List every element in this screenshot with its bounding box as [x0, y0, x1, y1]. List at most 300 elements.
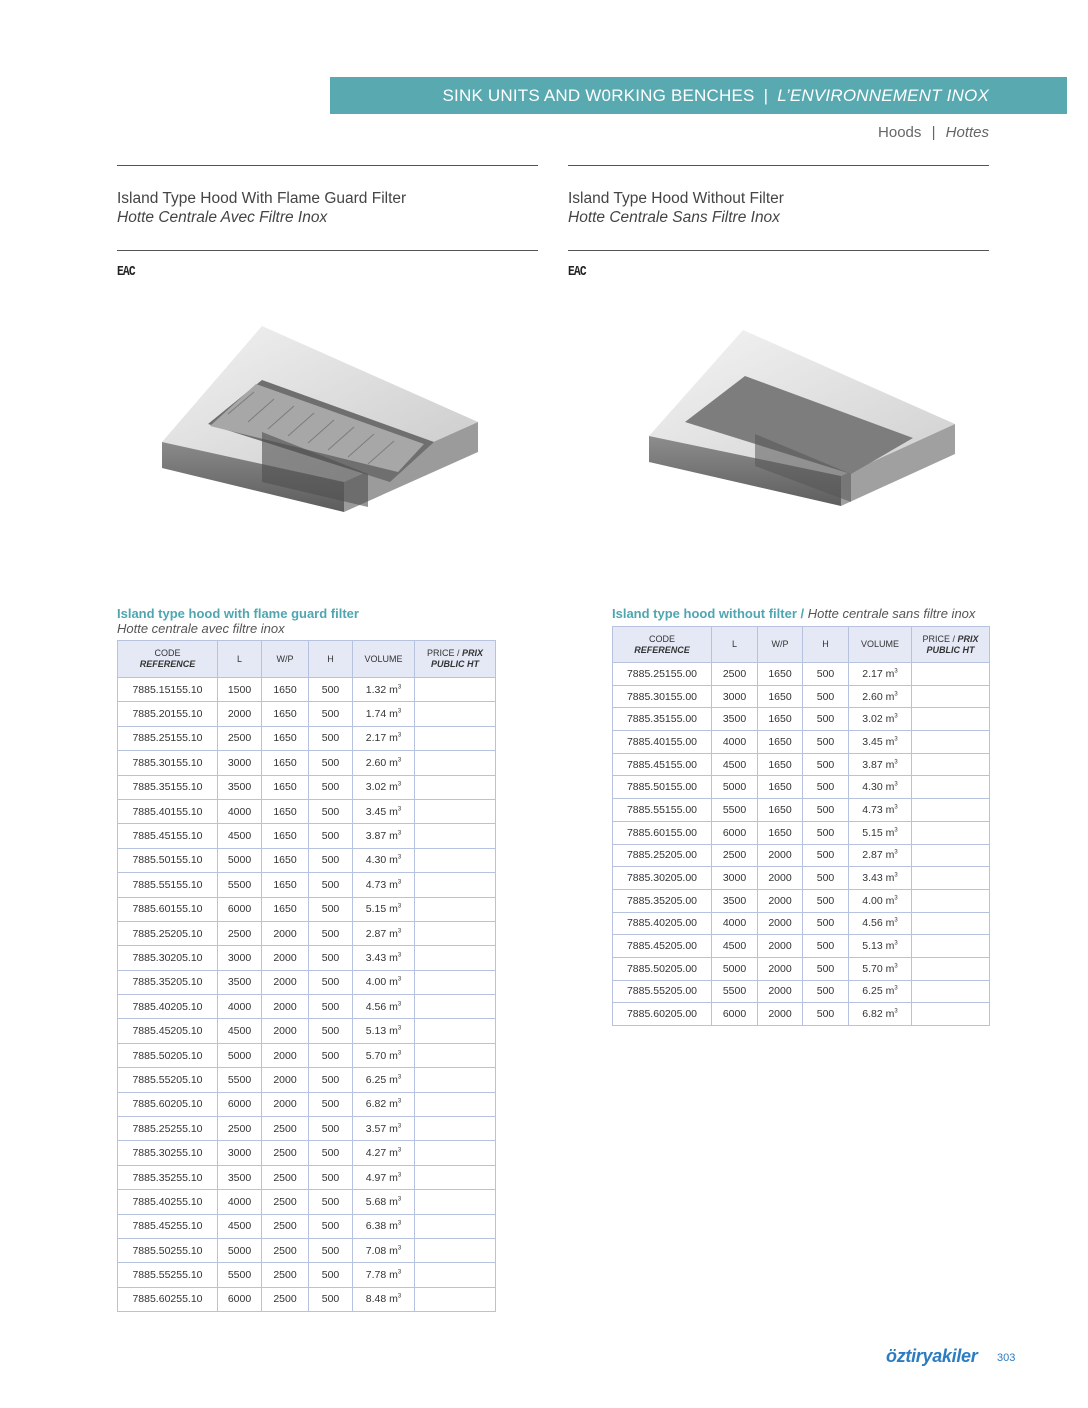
- cell-wp: 1650: [262, 873, 309, 897]
- volume-exponent: 3: [397, 1172, 402, 1178]
- hood-without-filter-image: [645, 326, 957, 510]
- col-wp: W/P: [262, 641, 309, 678]
- cell-code: 7885.30255.10: [118, 1141, 218, 1165]
- cell-wp: 1650: [758, 753, 803, 776]
- cell-wp: 2000: [758, 1003, 803, 1026]
- cell-code: 7885.55255.10: [118, 1263, 218, 1287]
- cell-wp: 2500: [262, 1117, 309, 1141]
- cell-code: 7885.50155.00: [613, 776, 712, 799]
- cell-l: 2500: [218, 921, 262, 945]
- table-row: [118, 1165, 496, 1189]
- cell-code: 7885.45205.10: [118, 1019, 218, 1043]
- cell-volume: [849, 753, 912, 776]
- col-h: H: [309, 641, 353, 678]
- cell-price: [415, 848, 496, 872]
- volume-unit: m: [885, 1008, 895, 1021]
- volume-value: 6.82: [365, 1098, 387, 1111]
- cell-price: [415, 1141, 496, 1165]
- cell-h: 500: [309, 1263, 353, 1287]
- cell-code: 7885.40255.10: [118, 1190, 218, 1214]
- divider: [117, 165, 538, 166]
- table-caption-right: [612, 606, 975, 621]
- cell-code: 7885.55205.00: [613, 980, 712, 1003]
- cell-price: [912, 663, 990, 686]
- cell-code: 7885.60255.10: [118, 1287, 218, 1311]
- cell-code: 7885.35155.00: [613, 708, 712, 731]
- col-reference-label: REFERENCE: [634, 644, 690, 655]
- cell-code: 7885.25255.10: [118, 1117, 218, 1141]
- cell-volume: [849, 935, 912, 958]
- cell-price: [415, 751, 496, 775]
- volume-value: 7.78: [365, 1269, 387, 1282]
- cell-l: 2500: [712, 663, 758, 686]
- volume-exponent: 3: [894, 781, 898, 788]
- cell-h: 500: [309, 702, 353, 726]
- volume-unit: m: [885, 849, 895, 862]
- cell-h: 500: [309, 751, 353, 775]
- col-volume: VOLUME: [849, 627, 912, 663]
- cell-price: [912, 753, 990, 776]
- cell-volume: [353, 1068, 415, 1092]
- cell-price: [415, 921, 496, 945]
- cell-volume: [353, 897, 415, 921]
- cell-code: 7885.35155.10: [118, 775, 218, 799]
- table-title-fr: Hotte centrale sans filtre inox: [807, 606, 976, 621]
- cell-h: 500: [309, 799, 353, 823]
- volume-exponent: 3: [397, 1269, 402, 1276]
- volume-unit: m: [389, 1025, 398, 1038]
- cell-h: 500: [309, 824, 353, 848]
- volume-exponent: 3: [894, 940, 898, 947]
- cell-wp: 1650: [758, 821, 803, 844]
- volume-exponent: 3: [894, 827, 898, 834]
- cell-l: 4500: [218, 824, 262, 848]
- cell-wp: 1650: [758, 708, 803, 731]
- page-number: 303: [997, 1352, 1016, 1364]
- volume-unit: m: [389, 805, 398, 818]
- table-row: [118, 1214, 496, 1238]
- volume-unit: m: [389, 708, 398, 721]
- cell-h: 500: [803, 957, 849, 980]
- cell-volume: [849, 1003, 912, 1026]
- volume-exponent: 3: [894, 849, 898, 856]
- divider: [568, 250, 989, 251]
- cell-wp: 2500: [262, 1165, 309, 1189]
- price-fr: PRIX: [462, 648, 484, 658]
- volume-unit: m: [389, 1122, 398, 1135]
- cell-price: [912, 731, 990, 754]
- cell-volume: [849, 731, 912, 754]
- cell-code: 7885.60155.00: [613, 821, 712, 844]
- cell-wp: 1650: [262, 775, 309, 799]
- cell-price: [415, 1068, 496, 1092]
- cell-volume: [849, 912, 912, 935]
- col-volume: VOLUME: [353, 641, 415, 678]
- volume-unit: m: [389, 854, 398, 867]
- price-fr-2: PUBLIC HT: [926, 644, 975, 655]
- volume-value: 3.57: [365, 1122, 387, 1135]
- volume-exponent: 3: [397, 903, 402, 910]
- volume-unit: m: [885, 758, 895, 771]
- cell-code: 7885.60205.00: [613, 1003, 712, 1026]
- cell-h: 500: [309, 1214, 353, 1238]
- volume-unit: m: [389, 1220, 398, 1233]
- cell-code: 7885.50255.10: [118, 1238, 218, 1262]
- volume-exponent: 3: [397, 976, 402, 983]
- cell-wp: 2000: [758, 980, 803, 1003]
- cell-h: 500: [803, 776, 849, 799]
- volume-exponent: 3: [397, 684, 402, 691]
- cell-h: 500: [803, 935, 849, 958]
- volume-exponent: 3: [397, 1025, 402, 1032]
- volume-unit: m: [389, 1098, 398, 1111]
- cell-l: 5500: [712, 980, 758, 1003]
- volume-unit: m: [389, 830, 398, 843]
- hood-with-filter-image: [158, 322, 480, 514]
- price-fr: PRIX: [957, 633, 979, 644]
- volume-unit: m: [885, 781, 895, 794]
- table-row: [118, 1190, 496, 1214]
- volume-unit: m: [389, 927, 398, 940]
- volume-unit: m: [389, 976, 398, 989]
- col-code: [118, 641, 218, 678]
- volume-value: 4.00: [365, 976, 387, 989]
- cell-l: 3500: [218, 1165, 262, 1189]
- cell-l: 5000: [218, 1238, 262, 1262]
- cell-price: [415, 1019, 496, 1043]
- cell-wp: 2500: [262, 1190, 309, 1214]
- cell-wp: 2000: [262, 921, 309, 945]
- cell-h: 500: [803, 753, 849, 776]
- cell-price: [415, 726, 496, 750]
- col-code-label: CODE: [154, 648, 181, 658]
- cell-code: 7885.15155.10: [118, 678, 218, 702]
- volume-unit: m: [389, 732, 398, 745]
- cell-code: 7885.40205.10: [118, 995, 218, 1019]
- cell-code: 7885.30155.00: [613, 685, 712, 708]
- cell-volume: [353, 1165, 415, 1189]
- cell-code: 7885.45205.00: [613, 935, 712, 958]
- cell-code: 7885.40205.00: [613, 912, 712, 935]
- volume-value: 4.30: [365, 854, 387, 867]
- cell-volume: [849, 980, 912, 1003]
- volume-value: 7.08: [365, 1244, 387, 1257]
- cell-l: 5000: [218, 1043, 262, 1067]
- cell-l: 3500: [712, 889, 758, 912]
- cell-price: [415, 824, 496, 848]
- volume-exponent: 3: [397, 879, 402, 886]
- cell-wp: 2000: [262, 995, 309, 1019]
- cell-volume: [353, 946, 415, 970]
- cell-wp: 2000: [758, 844, 803, 867]
- cell-wp: 1650: [262, 678, 309, 702]
- table-row: [613, 708, 990, 731]
- volume-unit: m: [389, 903, 398, 916]
- cell-l: 4000: [712, 731, 758, 754]
- cell-code: 7885.40155.00: [613, 731, 712, 754]
- cell-h: 500: [309, 897, 353, 921]
- volume-value: 4.30: [862, 781, 883, 794]
- volume-unit: m: [389, 878, 398, 891]
- table-row: [118, 702, 496, 726]
- cell-volume: [353, 799, 415, 823]
- col-code-label: CODE: [648, 633, 675, 644]
- cell-price: [415, 1092, 496, 1116]
- volume-value: 5.13: [365, 1025, 387, 1038]
- table-row: [118, 1238, 496, 1262]
- volume-unit: m: [885, 917, 895, 930]
- cell-code: 7885.55205.10: [118, 1068, 218, 1092]
- cell-wp: 2500: [262, 1214, 309, 1238]
- cell-code: 7885.45155.00: [613, 753, 712, 776]
- cell-wp: 1650: [758, 776, 803, 799]
- cell-volume: [353, 873, 415, 897]
- cell-h: 500: [309, 1068, 353, 1092]
- section-title-fr: L’ENVIRONNEMENT INOX: [777, 85, 989, 105]
- cell-wp: 2000: [262, 970, 309, 994]
- cell-volume: [353, 702, 415, 726]
- col-price: [415, 641, 496, 678]
- cell-l: 5500: [218, 873, 262, 897]
- price-en: PRICE /: [922, 633, 955, 644]
- cell-l: 4000: [218, 799, 262, 823]
- table-header-row: [118, 641, 496, 678]
- cell-code: 7885.25205.00: [613, 844, 712, 867]
- product-title-right: [568, 189, 784, 227]
- cell-l: 5000: [712, 957, 758, 980]
- cell-wp: 2000: [758, 935, 803, 958]
- volume-unit: m: [389, 756, 398, 769]
- cell-wp: 1650: [262, 824, 309, 848]
- cell-h: 500: [309, 726, 353, 750]
- table-row: [613, 663, 990, 686]
- volume-value: 5.13: [862, 940, 883, 953]
- cell-volume: [353, 848, 415, 872]
- cell-l: 4500: [218, 1019, 262, 1043]
- volume-exponent: 3: [397, 952, 402, 959]
- cell-l: 6000: [218, 1287, 262, 1311]
- cell-wp: 1650: [758, 685, 803, 708]
- cell-price: [912, 685, 990, 708]
- cell-l: 2000: [218, 702, 262, 726]
- cell-h: 500: [803, 731, 849, 754]
- cell-l: 4000: [712, 912, 758, 935]
- cell-l: 5500: [712, 799, 758, 822]
- table-row: [118, 1043, 496, 1067]
- cell-wp: 2000: [262, 1043, 309, 1067]
- table-row: [613, 799, 990, 822]
- table-title-separator: /: [800, 606, 805, 621]
- volume-value: 5.15: [862, 826, 883, 839]
- cell-volume: [849, 889, 912, 912]
- col-h: H: [803, 627, 849, 663]
- cell-volume: [849, 685, 912, 708]
- volume-unit: m: [389, 1049, 398, 1062]
- volume-unit: m: [885, 667, 895, 680]
- volume-exponent: 3: [397, 1098, 402, 1105]
- volume-value: 2.87: [862, 849, 883, 862]
- cell-h: 500: [803, 912, 849, 935]
- cell-h: 500: [803, 799, 849, 822]
- cell-price: [415, 1214, 496, 1238]
- cell-wp: 1650: [262, 897, 309, 921]
- cell-h: 500: [309, 1238, 353, 1262]
- volume-exponent: 3: [894, 872, 898, 879]
- col-reference-label: REFERENCE: [139, 659, 196, 669]
- cell-h: 500: [309, 873, 353, 897]
- cell-volume: [353, 1043, 415, 1067]
- cell-code: 7885.55155.10: [118, 873, 218, 897]
- volume-unit: m: [389, 1147, 398, 1160]
- cell-code: 7885.40155.10: [118, 799, 218, 823]
- cell-volume: [353, 775, 415, 799]
- table-row: [118, 726, 496, 750]
- cell-h: 500: [309, 946, 353, 970]
- cell-h: 500: [803, 685, 849, 708]
- table-row: [118, 824, 496, 848]
- cell-price: [415, 1263, 496, 1287]
- eac-mark: EAC: [568, 264, 586, 280]
- cell-h: 500: [309, 1117, 353, 1141]
- volume-exponent: 3: [894, 736, 898, 743]
- volume-exponent: 3: [894, 691, 898, 698]
- cell-code: 7885.25155.00: [613, 663, 712, 686]
- col-l: L: [218, 641, 262, 678]
- table-row: [613, 935, 990, 958]
- cell-l: 3500: [218, 970, 262, 994]
- cell-price: [912, 935, 990, 958]
- volume-unit: m: [885, 826, 895, 839]
- table-row: [118, 897, 496, 921]
- category-en: Hoods: [878, 124, 922, 141]
- cell-volume: [353, 1214, 415, 1238]
- cell-volume: [353, 921, 415, 945]
- cell-volume: [353, 1141, 415, 1165]
- col-code: [613, 627, 712, 663]
- cell-h: 500: [309, 1019, 353, 1043]
- cell-h: 500: [803, 708, 849, 731]
- cell-l: 4500: [712, 753, 758, 776]
- volume-unit: m: [389, 683, 398, 696]
- volume-exponent: 3: [397, 708, 402, 715]
- cell-l: 5500: [218, 1263, 262, 1287]
- cell-volume: [353, 1263, 415, 1287]
- volume-value: 4.97: [365, 1171, 387, 1184]
- volume-value: 1.74: [365, 708, 387, 721]
- cell-wp: 2000: [758, 957, 803, 980]
- cell-price: [415, 970, 496, 994]
- volume-unit: m: [885, 940, 895, 953]
- volume-value: 2.17: [862, 667, 883, 680]
- volume-value: 5.70: [862, 962, 883, 975]
- cell-wp: 2500: [262, 1287, 309, 1311]
- table-caption-left: [117, 606, 359, 636]
- cell-l: 2500: [218, 1117, 262, 1141]
- table-row: [613, 912, 990, 935]
- table-row: [613, 889, 990, 912]
- volume-exponent: 3: [894, 1008, 898, 1015]
- col-price-label: [415, 648, 495, 659]
- cell-h: 500: [803, 1003, 849, 1026]
- table-row: [613, 1003, 990, 1026]
- table-row: [118, 946, 496, 970]
- volume-value: 5.70: [365, 1049, 387, 1062]
- cell-l: 3000: [218, 946, 262, 970]
- cell-volume: [849, 821, 912, 844]
- cell-price: [415, 1043, 496, 1067]
- volume-value: 4.56: [862, 917, 883, 930]
- product-title-fr: Hotte Centrale Sans Filtre Inox: [568, 209, 780, 226]
- product-title-en: Island Type Hood With Flame Guard Filter: [117, 190, 407, 207]
- volume-exponent: 3: [894, 668, 898, 675]
- cell-code: 7885.20155.10: [118, 702, 218, 726]
- cell-l: 3500: [218, 775, 262, 799]
- price-en: PRICE /: [426, 648, 460, 658]
- volume-value: 3.87: [365, 830, 387, 843]
- cell-l: 4500: [218, 1214, 262, 1238]
- cell-volume: [353, 726, 415, 750]
- cell-h: 500: [803, 821, 849, 844]
- volume-value: 6.25: [365, 1073, 387, 1086]
- cell-code: 7885.55155.00: [613, 799, 712, 822]
- table-row: [118, 921, 496, 945]
- table-row: [613, 821, 990, 844]
- cell-l: 5500: [218, 1068, 262, 1092]
- cell-price: [415, 946, 496, 970]
- volume-exponent: 3: [397, 1123, 402, 1130]
- cell-price: [415, 897, 496, 921]
- cell-wp: 2000: [262, 946, 309, 970]
- volume-exponent: 3: [894, 963, 898, 970]
- volume-exponent: 3: [397, 757, 402, 764]
- cell-l: 4500: [712, 935, 758, 958]
- cell-price: [912, 867, 990, 890]
- cell-h: 500: [309, 775, 353, 799]
- cell-h: 500: [309, 1287, 353, 1311]
- cell-volume: [353, 824, 415, 848]
- cell-l: 6000: [218, 897, 262, 921]
- cell-l: 2500: [712, 844, 758, 867]
- cell-code: 7885.25155.10: [118, 726, 218, 750]
- col-price-label: [912, 634, 989, 645]
- table-row: [118, 775, 496, 799]
- table-row: [118, 1141, 496, 1165]
- cell-l: 3000: [712, 685, 758, 708]
- table-row: [118, 799, 496, 823]
- product-title-fr: Hotte Centrale Avec Filtre Inox: [117, 209, 328, 226]
- table-row: [118, 1117, 496, 1141]
- table-row: [118, 1092, 496, 1116]
- volume-unit: m: [885, 872, 895, 885]
- table-row: [613, 685, 990, 708]
- table-row: [118, 751, 496, 775]
- cell-price: [912, 821, 990, 844]
- cell-h: 500: [803, 663, 849, 686]
- volume-value: 1.32: [365, 683, 387, 696]
- cell-price: [415, 799, 496, 823]
- cell-wp: 1650: [758, 799, 803, 822]
- volume-exponent: 3: [894, 759, 898, 766]
- cell-price: [912, 708, 990, 731]
- volume-unit: m: [389, 1171, 398, 1184]
- cell-code: 7885.30155.10: [118, 751, 218, 775]
- category-separator: |: [931, 124, 936, 141]
- cell-h: 500: [309, 1092, 353, 1116]
- cell-wp: 2500: [262, 1141, 309, 1165]
- section-banner: [330, 77, 1067, 114]
- volume-value: 6.25: [862, 985, 883, 998]
- volume-unit: m: [885, 962, 895, 975]
